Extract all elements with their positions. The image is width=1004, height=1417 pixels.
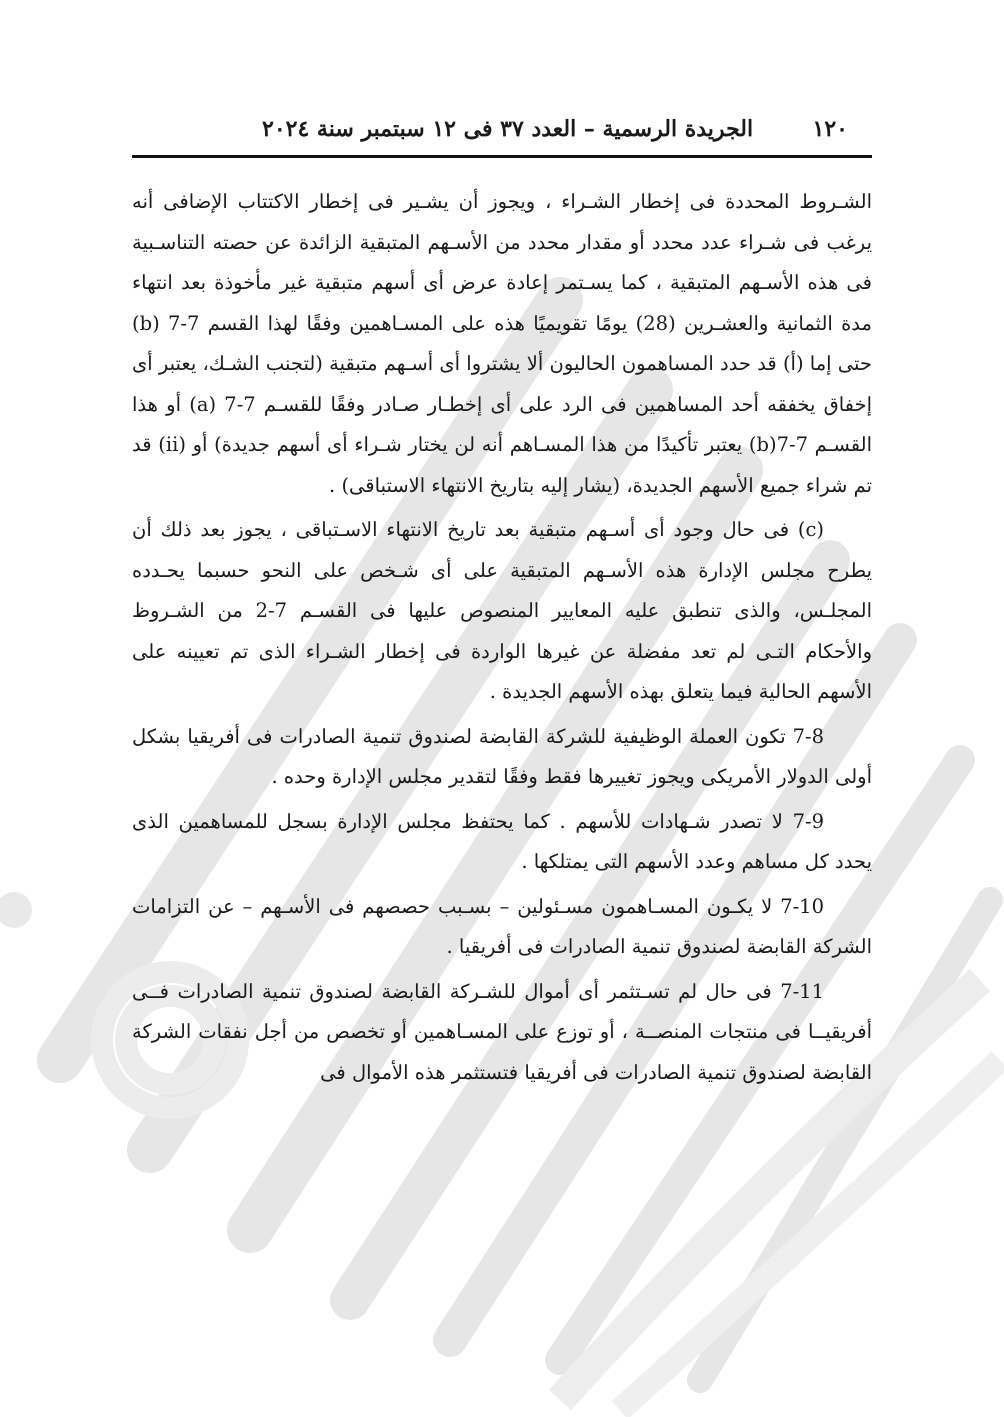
section-7-11: 7-11 فى حال لم تسـتثمر أى أموال للشـركة القابضة لصندوق تنمية الصادرات فــى أفريقيــا فى منتجات المنصــة ، أو توزع على المسـاهمين أو تخصص من أجل نفقات الشركة القابضة لصندوق تنمية الصادرات فى أفريقيا فتستثمر هذه الأموال فى [132,979,872,1084]
page-header [132,112,872,152]
header-divider [132,155,872,158]
paragraph-1: الشـروط المحددة فى إخطار الشـراء ، ويجوز أن يشـير فى إخطار الاكتتاب الإضافى أنه يرغب فى شـراء عدد محدد أو مقدار محدد من الأسـهم المتبقية الزائدة عن حصته التناسـبية فى هذه الأسـهم المتبقية ، كما يسـتمر إعادة عرض أى أسهم متبقية غير مأخوذة بعد انتهاء مدة الثمانية والعشـرين (28) يومًا تقويميًا هذه على المسـاهمين وفقًا لهذا القسم 7-7 (b) حتى إما (أ) قد حدد المساهمون الحاليون ألا يشتروا أى أسـهم متبقية (لتجنب الشـك، يعتبر أى إخفاق يخفقه أحد المساهمين فى الرد على أى إخطـار صـادر وفقًا للقسـم 7-7 (a) أو هذا القسـم 7-7(b) يعتبر تأكيدًا من هذا المسـاهم أنه لن يختار شـراء أى أسهم جديدة) أو (ii) قد تم شراء جميع الأسهم الجديدة، (يشار إليه بتاريخ الانتهاء الاستباقى) . [132,190,873,497]
document-body [132,182,872,1093]
section-7-10: 7-10 لا يكـون المسـاهمون مسـئولين – بسـبب حصصهم فى الأسـهم – عن التزامات الشركة القابضة لصندوق تنمية الصادرات فى أفريقيا . [132,894,872,958]
paragraph-c: (c) فى حال وجود أى أسـهم متبقية بعد تاريخ الانتهاء الاسـتباقى ، يجوز بعد ذلك أن يطرح مجلس الإدارة هذه الأسـهم المتبقية على أى شـخص على النحو حسبما يحـدده المجلـس، والذى تنطبق عليه المعايير المنصوص عليها فى القسـم 7-2 من الشـروظ والأحكام التـى لم تعد مفضلة عن غيرها الواردة فى إخطار الشـراء الذى تم تعيينه على الأسهم الحالية فيما يتعلق بهذه الأسهم الجديدة . [132,518,873,703]
gazette-title: الجريدة الرسمية – العدد ٣٧ فى ١٢ سبتمبر سنة ٢٠٢٤ [262,116,754,142]
section-7-8: 7-8 تكون العملة الوظيفية للشركة القابضة لصندوق تنمية الصادرات فى أفريقيا بشكل أولى الدولار الأمريكى ويجوز تغييرها فقط وفقًا لتقدير مجلس الإدارة وحده . [132,724,872,788]
section-7-9: 7-9 لا تصدر شـهادات للأسهم . كما يحتفظ مجلس الإدارة بسجل للمساهمين الذى يحدد كل مساهم وعدد الأسهم التى يمتلكها . [132,809,872,873]
page-number: ١٢٠ [812,116,848,142]
